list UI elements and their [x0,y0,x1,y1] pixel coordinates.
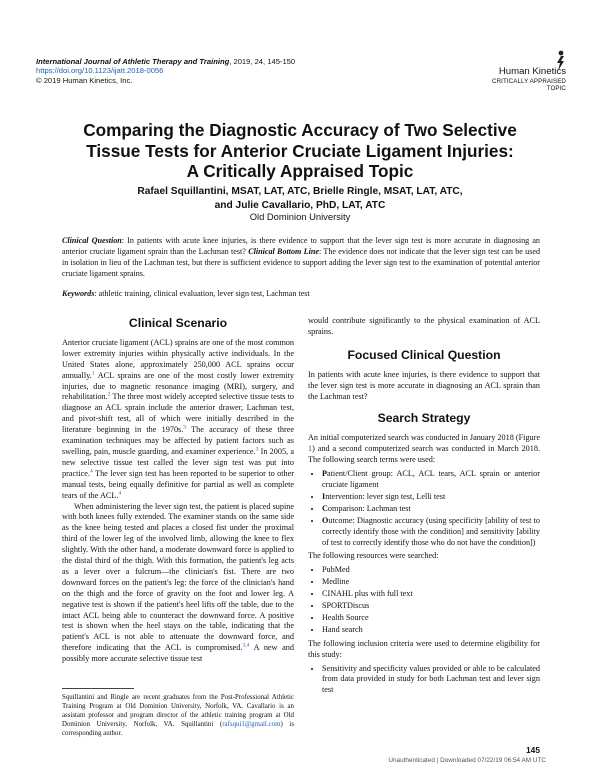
text: An initial computerized search was conducted in January 2018 (Figure [308,433,540,443]
text: Squillantini and Ringle are recent graduates from the Post-Professional Athletic Training Program at Old Dominion University, Norfolk, VA. Cavallario is an assistant professor and program director of the athletic training program at Old Dominion University, Norfolk, VA. Squillantini ( [62,694,294,728]
citation-ref[interactable]: 3,4 [242,642,250,649]
text: When administering the lever sign test, the patient is placed supine with both knees fully extended. The examiner stands on the same side as the knee being tested and places a closed fist under the proximal third of the lower leg of the involved limb, allowing the knee to flex slightly. With the other hand, a moderate downward force is applied to the distal third of the thigh. With this formation, the patient's leg acts as a lever over a fulcrum—the clinician's fist. There are two downward forces on the patient's leg: the force of the clinician's hand on the thigh and the force of gravity on the foot and lower leg. A negative test is shown if the patient's heel lifts off the table, due to the intact ACL being able to counteract the downward force. A positive test is shown when the heel stays on the table, indicating that the patient's ACL is not able to attenuate the downward force, and therefore indicating that the ACL is compromised. [62,501,294,653]
pico-list [308,469,540,548]
pico-letter: C [322,503,328,513]
text: atient/Client group: ACL, ACL tears, ACL sprain or anterior cruciate ligament [322,469,540,489]
list-item [322,492,540,503]
journal-citation: , 2019, 24, 145-150 [229,57,296,66]
title-line: A Critically Appraised Topic [186,161,414,182]
abstract [62,236,540,280]
list-item: • PubMed [322,565,540,576]
list-item [322,469,540,491]
paragraph: In patients with acute knee injuries, is there evidence to support that the lever sign test is more accurate in diagnosing an ACL sprain than the Lachman test? [308,369,540,401]
section-heading-search-strategy: Search Strategy [377,411,471,426]
section-heading-focused-question: Focused Clinical Question [347,347,501,362]
text: utcome: Diagnostic accuracy (using specificity [ability of test to correctly identify those with the condition] and sensitivity [ability of test to correctly identify those who do not have the condition]) [322,515,540,547]
article-title [40,120,560,182]
citation-ref[interactable]: 3 [183,424,187,431]
citation-ref[interactable]: 1 [91,369,95,376]
text: ACL sprains are one of the most costly lower extremity injuries, due to magnetic resonance imaging (MRI), surgery, and rehabilitation. [62,370,294,402]
citation-ref[interactable]: 4 [89,468,93,475]
figure-link[interactable]: 1 [308,444,313,454]
copyright: © 2019 Human Kinetics, Inc. [36,75,133,85]
list-item [322,516,540,549]
author-line: Rafael Squillantini, MSAT, LAT, ATC, Brielle Ringle, MSAT, LAT, ATC, [137,186,463,197]
journal-title: International Journal of Athletic Therapy and Training [36,57,230,66]
journal-header [36,57,295,85]
citation-ref[interactable]: 3 [255,446,259,453]
email-link[interactable]: rafsqui1@gmail.com [222,720,281,728]
left-column [62,318,294,665]
list-item: • CINAHL plus with full text [322,589,540,600]
text: ntervention: lever sign test, Lelli test [325,491,446,501]
author-footnote [62,694,294,739]
title-line: Comparing the Diagnostic Accuracy of Two Selective [83,120,517,140]
keywords-label: Keywords [62,289,95,298]
pico-letter: I [322,491,326,501]
list-item: • Sensitivity and specificity values provided or able to be calculated from data provided in study for both Lachman test and lever sign test [322,664,540,697]
download-notice: Unauthenticated | Downloaded 07/22/19 06:54 AM UTC [388,757,546,764]
text: Anterior cruciate ligament (ACL) sprains are one of the most common lower extremity injuries within physically active individuals. In the United States alone, approximately 250,000 ACL sprains occur annually. [62,337,294,380]
citation-ref[interactable]: 4 [118,489,122,496]
bottom-line-label: Clinical Bottom Line [248,246,319,256]
paragraph [62,502,294,666]
list-item: • SPORTDiscus [322,601,540,612]
title-line: Tissue Tests for Anterior Cruciate Ligament Injuries: [86,140,514,161]
text: ) is corresponding author. [62,720,294,737]
text: In 2005, a new selective tissue test called the lever sign test was put into practice. [62,446,294,478]
text: omparison: Lachman test [327,503,411,513]
author-line: and Julie Cavallario, PhD, LAT, ATC [214,199,386,211]
clinical-question-text: : In patients with acute knee injuries, is there evidence to support that the lever sign test is more accurate in diagnosing an anterior cruciate ligament sprain than the Lachman test? [62,236,540,256]
paragraph: The following resources were searched: [308,551,439,561]
text: The accuracy of these three examination techniques may be affected by patient factors such as swelling, pain, muscle guarding, and examiner experience. [62,425,294,456]
doi-link[interactable]: https://doi.org/10.1123/ijatt.2018-0056 [36,66,164,76]
page-number: 145 [526,745,540,755]
list-item: • Health Source [322,613,540,624]
paragraph: would contribute significantly to the physical examination of ACL sprains. [308,316,540,336]
keywords [62,289,540,300]
section-heading-clinical-scenario: Clinical Scenario [128,316,228,330]
paragraph [308,433,540,466]
list-item [322,504,540,515]
footnote-divider [62,688,134,689]
author-list [40,185,560,212]
keywords-text: : athletic training, clinical evaluation, lever sign test, Lachman test [94,289,310,298]
text: ) and a second computerized search was conducted in March 2018. The following search terms were used: [308,444,540,465]
text: The lever sign test has been reported to be superior to other manual tests, being equally definitive for partial as well as complete tears of the ACL. [62,468,294,500]
paragraph [62,338,294,502]
pico-letter: P [322,469,328,479]
right-column [308,316,540,697]
list-item: • Medline [322,577,540,588]
citation-ref[interactable]: 2 [107,391,111,398]
inclusion-list [308,664,540,697]
text: The three most widely accepted selective tissue tests to diagnose an ACL sprain include the anterior drawer, Lachman test, and pivot-shift test, all of which were initially described in the literature beginning in the 1970s. [62,392,294,435]
affiliation: Old Dominion University [249,211,351,222]
resource-list [308,565,540,635]
text: A new and possibly more accurate selective tissue test [62,643,294,664]
paragraph: The following inclusion criteria were used to determine eligibility for this study: [308,638,540,659]
clinical-question-label: Clinical Question [62,236,122,245]
bottom-line-text: : The evidence does not indicate that the lever sign test can be used in isolation in lieu of the Lachman test, but there is sufficient evidence to support adding the lever sign test to the examination of potential anterior cruciate ligament sprains. [62,246,540,278]
publisher-name: Human Kinetics [498,66,566,77]
list-item: • Hand search [322,625,540,636]
article-category: CRITICALLY APPRAISED TOPIC [492,78,566,92]
pico-letter: O [322,515,329,525]
publisher-block [474,58,566,92]
